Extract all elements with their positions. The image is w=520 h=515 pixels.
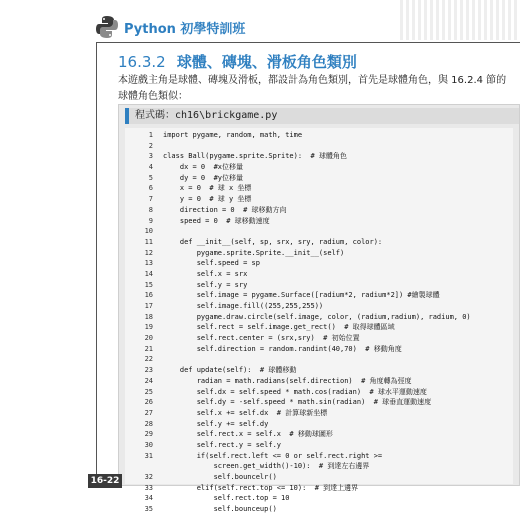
code-text: self.y += self.dy xyxy=(163,419,269,428)
line-number: 11 xyxy=(144,237,153,246)
code-line xyxy=(125,408,513,419)
code-text: if(self.rect.left <= 0 or self.rect.right >= xyxy=(163,451,383,460)
code-text: def __init__(self, sp, srx, sry, radium, color): xyxy=(163,237,383,246)
line-number: 17 xyxy=(144,302,153,310)
code-text: def update(self): # 球體移動 xyxy=(163,366,297,375)
code-text: speed = 0 # 球移動速度 xyxy=(163,216,270,225)
code-text: self.rect.x = self.x # 移動球圖形 xyxy=(163,430,333,439)
line-number: 4 xyxy=(148,163,153,172)
code-text: dx = 0 #x位移量 xyxy=(163,163,244,172)
code-text: elif(self.rect.top <= 10): # 到達上邊界 xyxy=(163,483,359,492)
code-text: x = 0 # 球 x 坐標 xyxy=(163,184,252,193)
line-number: 34 xyxy=(144,494,153,503)
line-number: 31 xyxy=(144,451,153,460)
code-line xyxy=(125,290,513,301)
code-text: radian = math.radians(self.direction) # 角度轉為弳度 xyxy=(163,376,412,385)
section-number: 16.3.2 xyxy=(118,53,166,71)
code-text: self.image = pygame.Surface([radium*2, radium*2]) #繪製球體 xyxy=(163,291,440,300)
line-number: 9 xyxy=(148,216,153,225)
line-number: 3 xyxy=(148,152,153,161)
code-line xyxy=(125,322,513,333)
code-text: dy = 0 #y位移量 xyxy=(163,173,244,182)
code-line xyxy=(125,130,513,141)
code-text: self.bounceup() xyxy=(163,505,277,514)
code-text: pygame.sprite.Sprite.__init__(self) xyxy=(163,248,345,257)
code-text: pygame.draw.circle(self.image, color, (radium,radium), radium, 0) xyxy=(163,312,471,321)
code-line xyxy=(125,397,513,408)
line-number: 15 xyxy=(144,280,153,289)
code-line xyxy=(125,451,513,462)
line-number: 28 xyxy=(144,419,153,428)
code-line xyxy=(125,344,513,355)
line-number: 33 xyxy=(144,483,153,492)
code-text: self.image.fill((255,255,255)) xyxy=(163,302,324,310)
code-line xyxy=(125,183,513,194)
line-number: 12 xyxy=(144,248,153,257)
line-number: 7 xyxy=(148,195,153,204)
code-line xyxy=(125,354,513,365)
code-text: self.rect.center = (srx,sry) # 初始位置 xyxy=(163,334,360,343)
line-number: 13 xyxy=(144,259,153,268)
code-line xyxy=(125,248,513,259)
code-area xyxy=(125,128,513,514)
code-line xyxy=(125,483,513,494)
header-divider xyxy=(96,42,520,43)
code-text: self.rect.y = self.y xyxy=(163,440,282,449)
code-line xyxy=(125,504,513,515)
line-number: 2 xyxy=(148,141,153,150)
code-line xyxy=(125,312,513,323)
book-title: Python 初學特訓班 xyxy=(124,22,246,37)
code-line xyxy=(125,216,513,227)
header-decoration xyxy=(400,0,520,40)
line-number: 22 xyxy=(144,355,153,364)
code-text: self.direction = random.randint(40,70) # 移動角度 xyxy=(163,344,402,353)
code-text: self.rect.top = 10 xyxy=(163,494,290,503)
line-number: 29 xyxy=(144,430,153,439)
line-number: 30 xyxy=(144,440,153,449)
line-number: 5 xyxy=(148,173,153,182)
code-line xyxy=(125,226,513,237)
code-line xyxy=(125,333,513,344)
code-line xyxy=(125,269,513,280)
code-text xyxy=(163,141,513,152)
code-text: screen.get_width()-10): # 到達左右邊界 xyxy=(163,462,370,471)
line-number: 20 xyxy=(144,334,153,343)
line-number: 10 xyxy=(144,227,153,236)
code-text: self.x += self.dx # 計算球新坐標 xyxy=(163,408,328,417)
section-heading xyxy=(118,51,357,72)
code-text: self.bouncelr() xyxy=(163,473,277,481)
python-logo-icon xyxy=(94,14,120,40)
line-number: 8 xyxy=(148,205,153,214)
section-title: 球體、磚塊、滑板角色類別 xyxy=(176,53,357,71)
code-text: self.rect = self.image.get_rect() # 取得球體區域 xyxy=(163,323,395,332)
code-line xyxy=(125,173,513,184)
code-text: self.speed = sp xyxy=(163,259,260,268)
code-text xyxy=(163,354,513,365)
code-listing-header: 程式碼：ch16\brickgame.py xyxy=(125,108,519,124)
code-text: self.x = srx xyxy=(163,269,248,278)
code-text: self.dy = -self.speed * math.sin(radian) # 球垂直運動速度 xyxy=(163,398,432,407)
code-listing xyxy=(118,104,520,514)
line-number: 24 xyxy=(144,376,153,385)
line-number: 18 xyxy=(144,312,153,321)
line-number: 27 xyxy=(144,408,153,417)
line-number: 19 xyxy=(144,323,153,332)
left-margin-rule xyxy=(96,42,97,484)
code-line xyxy=(125,151,513,162)
code-text: direction = 0 # 球移動方向 xyxy=(163,205,287,214)
code-text: self.dx = self.speed * math.cos(radian) # 球水平運動速度 xyxy=(163,387,427,396)
code-text: self.y = sry xyxy=(163,280,248,289)
code-line xyxy=(125,194,513,205)
line-number: 26 xyxy=(144,398,153,407)
code-line xyxy=(125,493,513,504)
line-number: 14 xyxy=(144,269,153,278)
code-text: import pygame, random, math, time xyxy=(163,131,303,139)
code-line xyxy=(125,162,513,173)
code-line xyxy=(125,205,513,216)
code-line xyxy=(125,376,513,387)
line-number: 23 xyxy=(144,366,153,375)
line-number: 32 xyxy=(144,473,153,481)
page-number: 16-22 xyxy=(88,474,122,488)
code-line xyxy=(125,237,513,248)
code-line xyxy=(125,258,513,269)
code-line xyxy=(125,472,513,483)
line-number xyxy=(125,461,163,472)
line-number: 35 xyxy=(144,505,153,514)
code-text: class Ball(pygame.sprite.Sprite): # 球體角色 xyxy=(163,152,347,161)
line-number: 16 xyxy=(144,291,153,300)
code-line xyxy=(125,280,513,291)
intro-paragraph: 本遊戲主角是球體、磚塊及滑板，都設計為角色類別，首先是球體角色，與 16.2.4 節的球體角色類似： xyxy=(118,75,507,102)
line-number: 25 xyxy=(144,387,153,396)
code-line xyxy=(125,429,513,440)
code-line xyxy=(125,387,513,398)
code-text: y = 0 # 球 y 坐標 xyxy=(163,195,252,204)
code-line xyxy=(125,440,513,451)
line-number: 21 xyxy=(144,344,153,353)
code-line xyxy=(125,461,513,472)
line-number: 6 xyxy=(148,184,153,193)
line-number: 1 xyxy=(148,131,153,139)
code-line xyxy=(125,419,513,430)
code-line xyxy=(125,141,513,152)
code-text xyxy=(163,226,513,237)
code-line xyxy=(125,365,513,376)
code-line xyxy=(125,301,513,312)
